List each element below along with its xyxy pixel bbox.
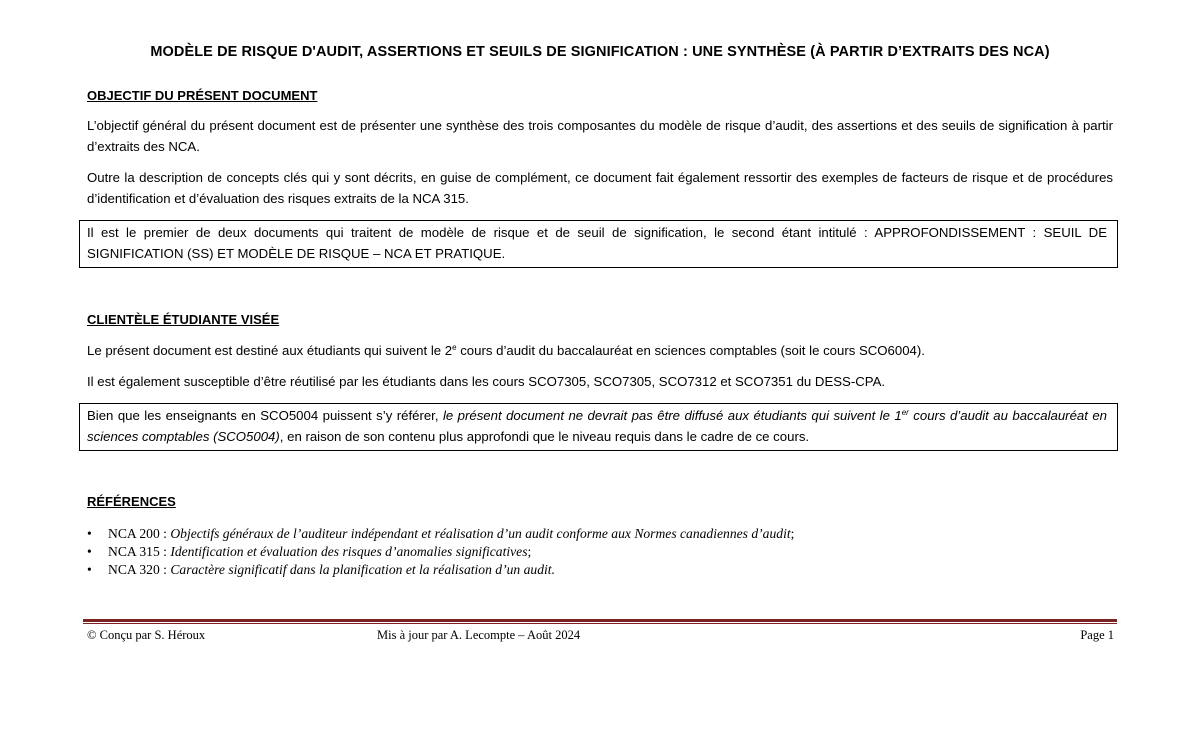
superscript: er <box>901 408 909 418</box>
paragraph-objectif-1: L’objectif général du présent document est de présenter une synthèse des trois composantes du modèle de risque d’audit, des assertions et des seuils de signification à partir d’extraits des NCA. <box>87 118 1113 154</box>
bullet: • <box>87 544 92 559</box>
note-text: Bien que les enseignants en SCO5004 puissent s’y référer, <box>87 408 443 423</box>
section-heading-references: RÉFÉRENCES <box>87 494 176 509</box>
footer-updated: Mis à jour par A. Lecompte – Août 2024 <box>377 628 581 642</box>
note-italic-text: cours d’audit au baccalauréat en sciences comptables (SCO5004) <box>87 408 1108 444</box>
section-heading-objectif: OBJECTIF DU PRÉSENT DOCUMENT <box>87 88 318 103</box>
reference-code: NCA 320 : <box>108 562 171 577</box>
reference-end: ; <box>790 526 795 541</box>
paragraph-objectif-2: Outre la description de concepts clés qui y sont décrits, en guise de complément, ce document fait également ressortir des exemples de facteurs de risque et de procédures d’identification et d’évaluation des risques extraits de la NCA 315. <box>87 170 1113 206</box>
paragraph-text: Le présent document est destiné aux étudiants qui suivent le 2 <box>87 343 453 358</box>
reference-title: Identification et évaluation des risques d’anomalies significatives <box>170 544 528 559</box>
document-title: MODÈLE DE RISQUE D'AUDIT, ASSERTIONS ET SEUILS DE SIGNIFICATION : UNE SYNTHÈSE (À PARTIR D’EXTRAITS DES NCA) <box>150 44 1050 60</box>
note-box-diffusion <box>79 403 1118 451</box>
bullet: • <box>87 562 92 577</box>
reference-code: NCA 315 : <box>108 544 171 559</box>
superscript: e <box>452 343 457 353</box>
reference-end: ; <box>527 544 532 559</box>
footer-page-number: Page 1 <box>1080 628 1114 642</box>
reference-title: Objectifs généraux de l’auditeur indépendant et réalisation d’un audit conforme aux Normes canadiennes d’audit <box>170 526 791 541</box>
note-box-documents: Il est le premier de deux documents qui traitent de modèle de risque et de seuil de signification, le second étant intitulé : APPROFONDISSEMENT : SEUIL DE SIGNIFICATION (SS) ET MODÈLE DE RISQUE – NCA ET PRATIQUE. <box>79 220 1118 268</box>
footer-divider <box>83 619 1117 624</box>
paragraph-clientele-1 <box>87 340 1113 361</box>
note-text: , en raison de son contenu plus approfondi que le niveau requis dans le cadre de ce cours. <box>279 429 810 444</box>
reference-code: NCA 200 : <box>108 526 171 541</box>
references-list <box>87 525 794 579</box>
section-heading-clientele: CLIENTÈLE ÉTUDIANTE VISÉE <box>87 312 280 327</box>
paragraph-clientele-2: Il est également susceptible d’être réutilisé par les étudiants dans les cours SCO7305, SCO7305, SCO7312 et SCO7351 du DESS-CPA. <box>87 374 886 389</box>
reference-title: Caractère significatif dans la planification et la réalisation d’un audit. <box>170 562 555 577</box>
paragraph-text: cours d’audit du baccalauréat en sciences comptables (soit le cours SCO6004). <box>456 343 925 358</box>
reference-item <box>87 525 794 543</box>
footer-author: © Conçu par S. Héroux <box>87 628 206 642</box>
bullet: • <box>87 526 92 541</box>
note-italic-text: le présent document ne devrait pas être diffusé aux étudiants qui suivent le 1 <box>442 408 902 423</box>
reference-item <box>87 543 794 561</box>
reference-item <box>87 561 794 579</box>
